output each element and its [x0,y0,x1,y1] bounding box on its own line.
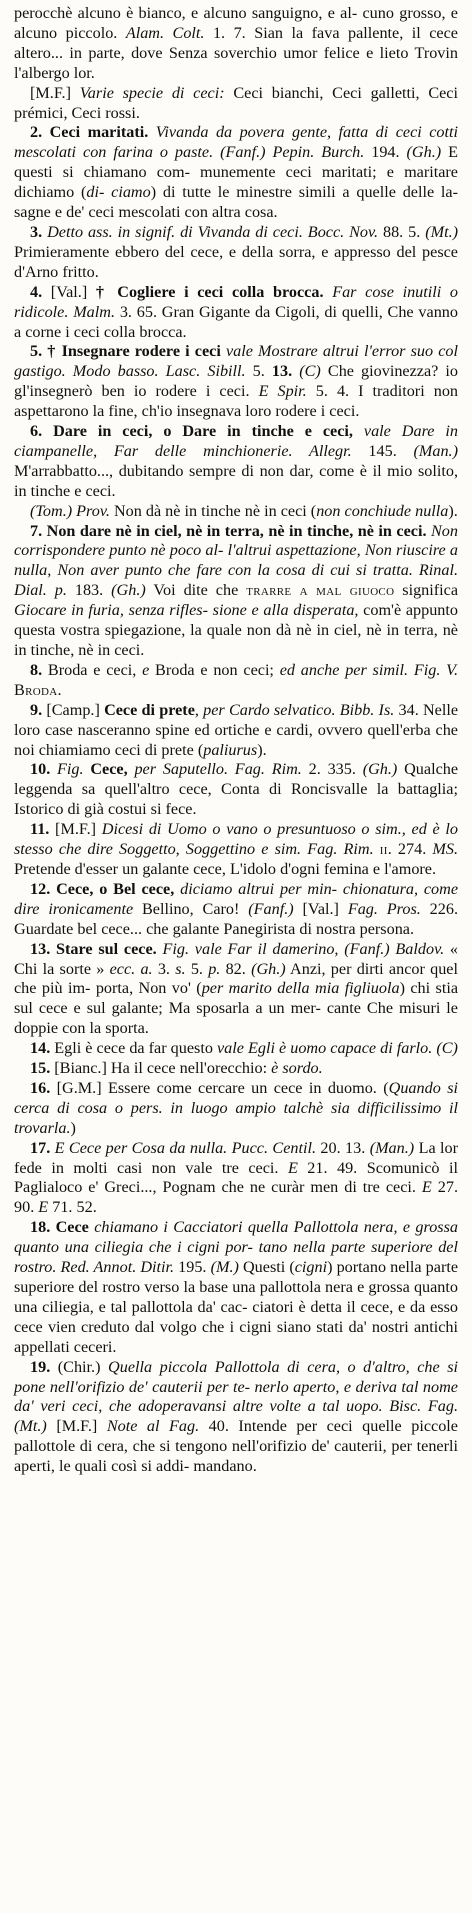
entry-5: 5. † Insegnare rodere i ceci vale Mostrare altrui l'error suo col gastigo. Modo basso. Lasc. Sibill. 5. 13. (C) Che giovinezza? io gl'insegnerò ben io rodere i ceci. E Spir. 5. 4. I traditori non aspettarono la fine, ch'io insegnava loro rodere i ceci. [14,342,459,421]
entry-19: 19. (Chir.) Quella piccola Pallottola di cera, o d'altro, che si pone nell'orifizio de' cauterii per te- nerlo aperto, e deriva tal nome da' veri ceci, che adoperavansi altre volte a tal uopo. Bisc. Fag. (Mt.) [M.F.] Note al Fag. 40. Intende per ceci quelle piccole pallottole di cera, che si tengono nell'orifizio de' cauterii, per tenerli aperti, le quali così si addi- mandano. [14,1357,458,1476]
entry-varieties: [M.F.] Varie specie di ceci: Ceci bianchi, Ceci galletti, Ceci prémici, Ceci rossi. [14,83,458,122]
entry-11: 11. [M.F.] Dicesi di Uomo o vano o presuntuoso o sim., ed è lo stesso che dire Soggetto, Soggettino e sim. Fag. Rim. ii. 274. MS. Pretende d'esser un galante cece, L'idolo d'ogni femina e l'amore. [14,820,459,878]
entry-12: 12. Cece, o Bel cece, diciamo altrui per min- chionatura, come dire ironicamente Bellino, Caro! (Fanf.) [Val.] Fag. Pros. 226. Guardate bel cece... che galante Panegirista di nostra persona. [14,879,459,938]
entry-3: 3. Detto ass. in signif. di Vivanda di ceci. Bocc. Nov. 88. 5. (Mt.) Primieramente ebbero del cece, e della sorra, e appresso del pesce d'Arno fritto. [14,222,459,281]
entry-6-proverb: (Tom.) Prov. Non dà nè in tinche nè in ceci (non conchiude nulla). [30,501,458,520]
entry-8: 8. Broda e ceci, e Broda e non ceci; ed anche per simil. Fig. V. Broda. [14,660,458,699]
entry-continuation: perocchè alcuno è bianco, e alcuno sanguigno, e al- cuno grosso, e alcuno piccolo. Alam. Colt. 1. 7. Sian la fava pallente, il cece altero... in parte, dove Senza soverchio umor felice e lieto Trovin l'albergo lor. [14,4,458,82]
entry-6: 6. Dare in ceci, o Dare in tinche e ceci, vale Dare in ciampanelle, Far delle minchionerie. Allegr. 145. (Man.) M'arrabbatto..., dubitando sempre di non dar, come è il mio solito, in tinche e ceci. [14,422,458,500]
entry-14: 14. Egli è cece da far questo vale Egli è uomo capace di farlo. (C) [30,1039,458,1058]
entry-10: 10. Fig. Cece, per Saputello. Fag. Rim. 2. 335. (Gh.) Qualche leggenda sa quell'altro cece, Conta di Roncisvalle la battaglia; Istorico di già costui si fece. [14,760,459,819]
entry-2: 2. Ceci maritati. Vivanda da povera gente, fatta di ceci cotti mescolati con farina o paste. (Fanf.) Pepin. Burch. 194. (Gh.) E questi si chiamano com- munemente ceci maritati; e maritare dichiamo (di- ciamo) di tutte le minestre simili a quelle delle la- sagne e de' ceci mescolati con altra cosa. [14,123,459,222]
entry-16: 16. [G.M.] Essere come cercare un cece in duomo. (Quando si cerca di cosa o pers. in luogo ampio talchè sia difficilissimo il trovarla.) [14,1078,458,1137]
entry-9: 9. [Camp.] Cece di prete, per Cardo selvatico. Bibb. Is. 34. Nelle loro case nasceranno spine ed ortiche e cardi, ovvero quell'erba che noi chiamiamo ceci di prete (paliurus). [14,700,459,759]
entry-4: 4. [Val.] † Cogliere i ceci colla brocca. Far cose inutili o ridicole. Malm. 3. 65. Gran Gigante da Cigoli, di quelli, Che vanno a corne i ceci colla brocca. [14,282,459,341]
entry-13: 13. Stare sul cece. Fig. vale Far il damerino, (Fanf.) Baldov. « Chi la sorte » ecc. a. 3. s. 5. p. 82. (Gh.) Anzi, per dirti ancor quel che più im- porta, Non vo' (per marito della mia figliuola) chi stia sul cece e sul galante; Ma sposarla a un mer- cante Che misuri le doppie con la sporta. [14,939,459,1038]
entry-15: 15. [Bianc.] Ha il cece nell'orecchio: è sordo. [30,1059,323,1078]
entry-7: 7. Non dare nè in ciel, nè in terra, nè in tinche, nè in ceci. Non corrispondere punto nè poco al- l'altrui aspettazione, Non riuscire a nulla, Non aver punto che fare con la cosa di cui si tratta. Rinal. Dial. p. 183. (Gh.) Voi dite che trarre a mal giuoco significa Giocare in furia, senza rifles- sione e alla disperata, com'è appunto questa vostra spiegazione, la quale non dà nè in ciel, nè in terra, nè in tinche, nè in ceci. [14,521,459,659]
entry-18: 18. Cece chiamano i Cacciatori quella Pallottola nera, e grossa quanto una ciliegia che i cigni por- tano nella parte superiore del rostro. Red. Annot. Ditir. 195. (M.) Questi (cigni) portano nella parte superiore del rostro verso la base una pallottola nera e grossa quanto una ciliegia, e tal pallottola da' cac- ciatori è detta il cece, e da esso cece vien creduto dal volgo che i cigni siano stati da' nostri antichi appellati ceceri. [14,1218,459,1356]
entry-17: 17. E Cece per Cosa da nulla. Pucc. Centil. 20. 13. (Man.) La lor fede in molti casi non vale tre ceci. E 21. 49. Scomunicò il Paglialoco e' Greci..., Pognam che ne curàr men di tre ceci. E 27. 90. E 71. 52. [14,1138,459,1217]
